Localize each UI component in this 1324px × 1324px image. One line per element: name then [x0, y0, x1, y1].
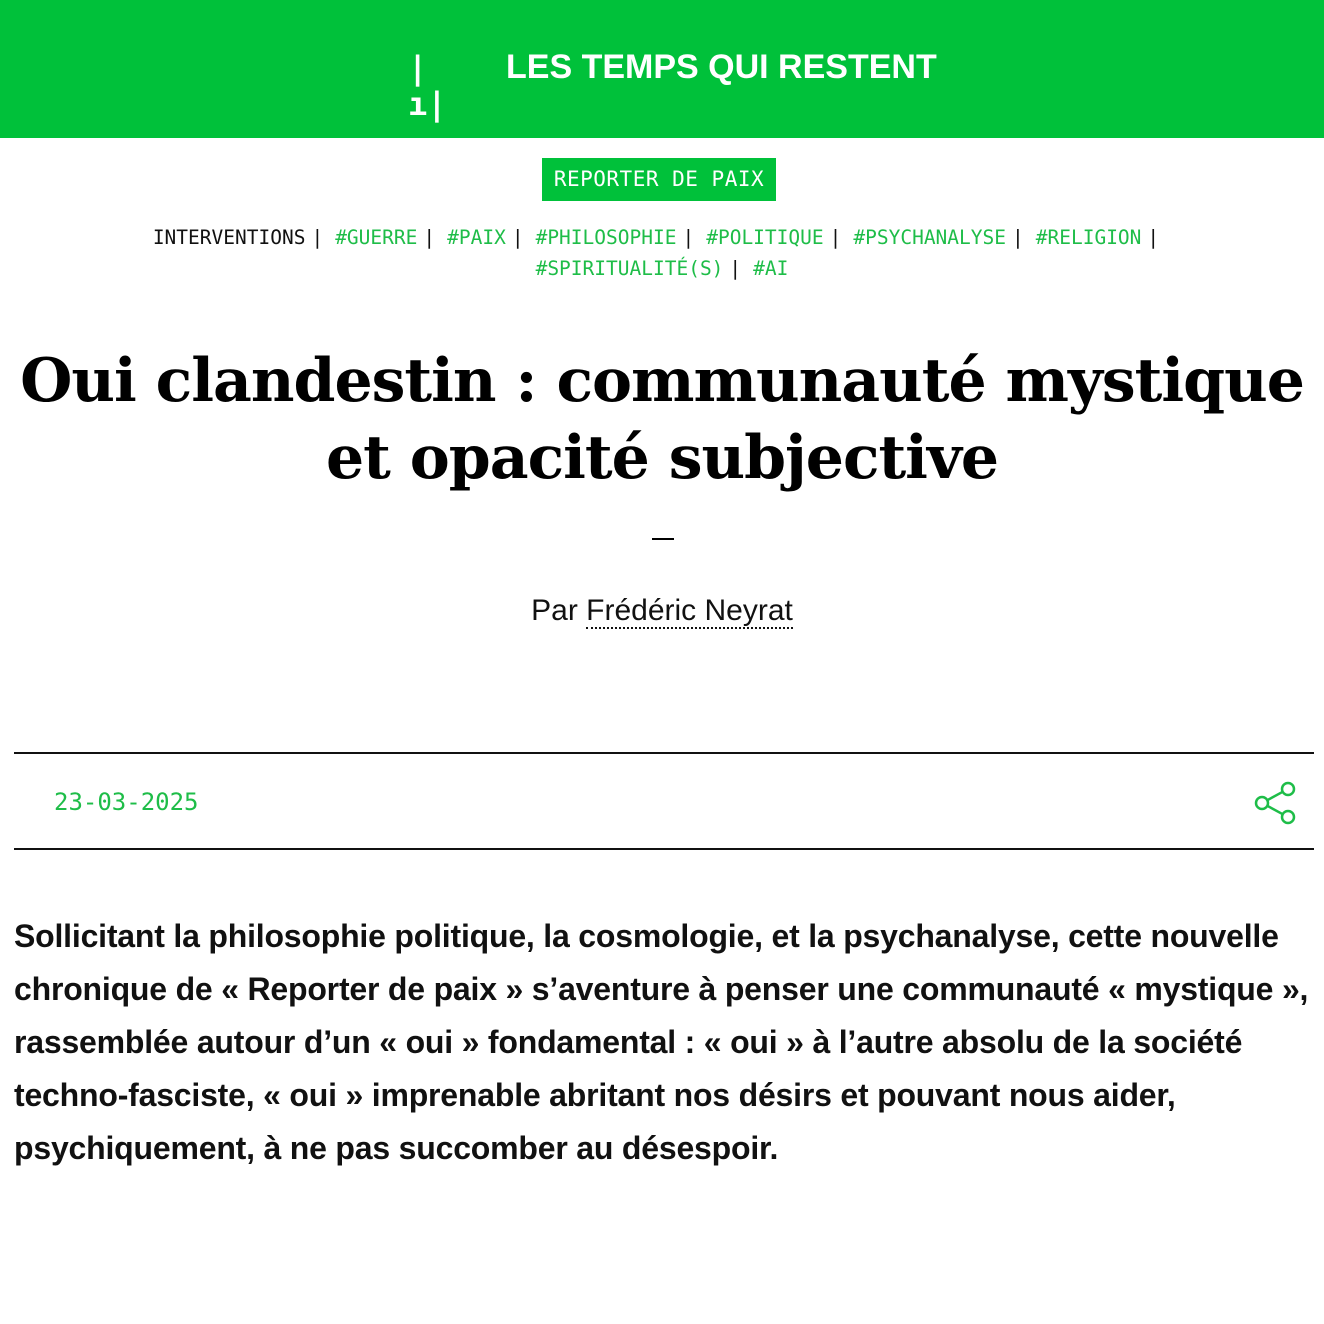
author-link[interactable]: Frédéric Neyrat [586, 594, 793, 627]
site-title-link[interactable]: LES TEMPS QUI RESTENT [506, 48, 937, 86]
tag-separator: | [1147, 226, 1160, 249]
tag-paix[interactable]: #PAIX [447, 226, 506, 249]
tag-guerre[interactable]: #GUERRE [335, 226, 418, 249]
tag-separator: | [423, 226, 436, 249]
publication-date: 23-03-2025 [54, 788, 199, 816]
site-header [0, 0, 1324, 138]
article-lead: Sollicitant la philosophie politique, la cosmologie, et la psychanalyse, cette nouvelle chronique de « Reporter de paix » s’aventure à penser une communauté « mystique », rassemblée autour d’un « oui » fondamental : « oui » à l’autre absolu de la société techno-fasciste, « oui » imprenable abritant nos désirs et pouvant nous aider, psychiquement, à ne pas succomber au désespoir. [14, 918, 1309, 1166]
title-separator [652, 538, 674, 540]
tag-psychanalyse[interactable]: #PSYCHANALYSE [853, 226, 1006, 249]
tag-separator: | [1012, 226, 1024, 249]
category-link[interactable]: INTERVENTIONS [152, 226, 306, 249]
tag-separator: | [829, 226, 842, 249]
tag-separator: | [729, 257, 742, 280]
tag-separator: | [682, 226, 695, 249]
byline-prefix: Par [531, 594, 578, 627]
share-icon [1252, 780, 1298, 826]
tag-politique[interactable]: #POLITIQUE [706, 226, 824, 249]
byline [330, 590, 994, 632]
article-title: Oui clandestin : communauté mystique et opacité subjective [20, 346, 1304, 493]
article-meta-bar [14, 752, 1314, 850]
site-logo[interactable]: |ı| [408, 49, 447, 123]
tag-separator: | [511, 226, 524, 249]
tag-philosophie[interactable]: #PHILOSOPHIE [535, 226, 677, 249]
tag-separator: | [311, 226, 324, 249]
share-button[interactable] [1252, 780, 1298, 826]
tag-spiritualites[interactable]: #SPIRITUALITÉ(S) [535, 257, 724, 280]
rubric-badge[interactable]: REPORTER DE PAIX [542, 158, 776, 201]
tag-ai[interactable]: #AI [753, 257, 789, 280]
tag-religion[interactable]: #RELIGION [1035, 226, 1142, 249]
tag-list [30, 222, 1294, 284]
